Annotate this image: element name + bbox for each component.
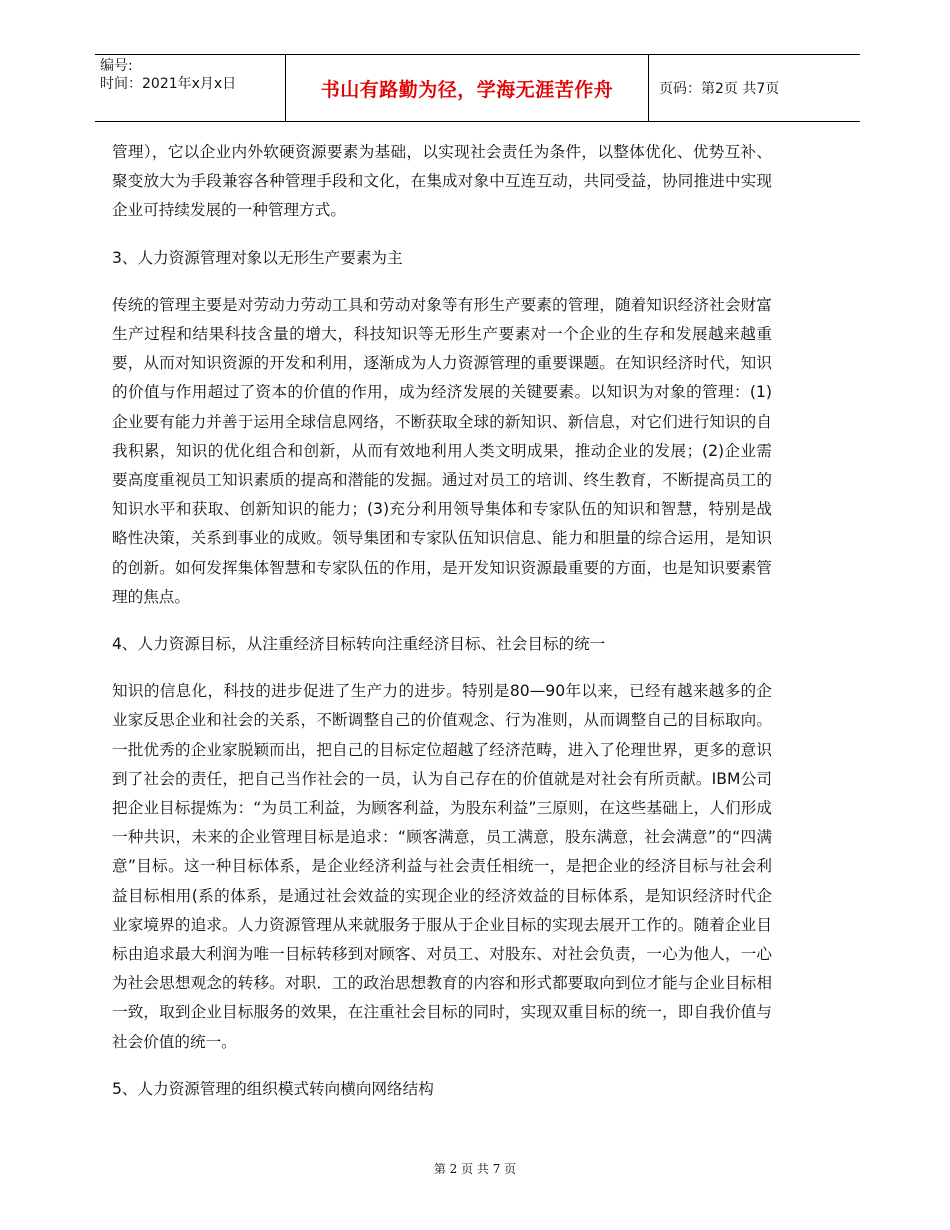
section-heading: 5、人力资源管理的组织模式转向横向网络结构: [112, 1079, 434, 1098]
header-divider-right: [648, 55, 649, 121]
document-number-label: 编号:: [100, 58, 133, 74]
page-header: [95, 54, 860, 122]
paragraph: 知识的信息化，科技的进步促进了生产力的进步。特别是80—90年以来，已经有越来越多的企业家反思企业和社会的关系，不断调整自己的价值观念、行为准则，从而调整自己的目标取向。一批优秀的企业家脱颖而出，把自己的目标定位超越了经济范畴，进入了伦理世界，更多的意识到了社会的责任，把自己当作社会的一员，认为自己存在的价值就是对社会有所贡献。IBM公司把企业目标提炼为：“为员工利益，为顾客利益，为股东利益”三原则，在这些基础上，人们形成一种共识，未来的企业管理目标是追求：“顾客满意，员工满意，股东满意，社会满意”的“四满意”目标。这一种目标体系，是企业经济利益与社会责任相统一，是把企业的经济目标与社会利益目标相用(系的体系，是通过社会效益的实现企业的经济效益的目标体系，是知识经济时代企业家境界的追求。人力资源管理从来就服务于服从于企业目标的实现去展开工作的。随着企业目标由追求最大利润为唯一目标转移到对顾客、对员工、对股东、对社会负责，一心为他人，一心为社会思想观念的转移。对职．工的政治思想教育的内容和形式都要取向到位才能与企业目标相一致，取到企业目标服务的效果，在注重社会目标的同时，实现双重目标的统一，即自我价值与社会价值的统一。: [112, 682, 772, 1051]
header-bottom-rule: [95, 121, 860, 122]
paragraph: 传统的管理主要是对劳动力劳动工具和劳动对象等有形生产要素的管理，随着知识经济社会财富生产过程和结果科技含量的增大，科技知识等无形生产要素对一个企业的生存和发展越来越重要，从而对知识资源的开发和利用，逐渐成为人力资源管理的重要课题。在知识经济时代，知识的价值与作用超过了资本的价值的作用，成为经济发展的关键要素。以知识为对象的管理：(1)企业要有能力并善于运用全球信息网络，不断获取全球的新知识、新信息，对它们进行知识的自我积累，知识的优化组合和创新，从而有效地利用人类文明成果，推动企业的发展；(2)企业需要高度重视员工知识素质的提高和潜能的发掘。通过对员工的培训、终生教育，不断提高员工的知识水平和获取、创新知识的能力；(3)充分利用领导集体和专家队伍的知识和智慧，特别是战略性决策，关系到事业的成败。领导集团和专家队伍知识信息、能力和胆量的综合运用，是知识的创新。如何发挥集体智慧和专家队伍的作用，是开发知识资源最重要的方面，也是知识要素管理的焦点。: [112, 295, 772, 606]
header-page-info: 页码：第2页 共7页: [659, 81, 780, 97]
section-heading: 3、人力资源管理对象以无形生产要素为主: [112, 248, 403, 267]
header-motto: 书山有路勤为径，学海无涯苦作舟: [320, 78, 614, 101]
header-meta: [100, 57, 280, 93]
document-time: 时间：2021年x月x日: [100, 76, 237, 92]
document-body: [112, 138, 772, 1122]
page-footer: 第 2 页 共 7 页: [433, 1162, 517, 1176]
paragraph: 管理），它以企业内外软硬资源要素为基础，以实现社会责任为条件，以整体优化、优势互补、聚变放大为手段兼容各种管理手段和文化，在集成对象中互连互动，共同受益，协同推进中实现企业可持续发展的一种管理方式。: [112, 143, 772, 220]
section-heading: 4、人力资源目标，从注重经济目标转向注重经济目标、社会目标的统一: [112, 635, 606, 654]
